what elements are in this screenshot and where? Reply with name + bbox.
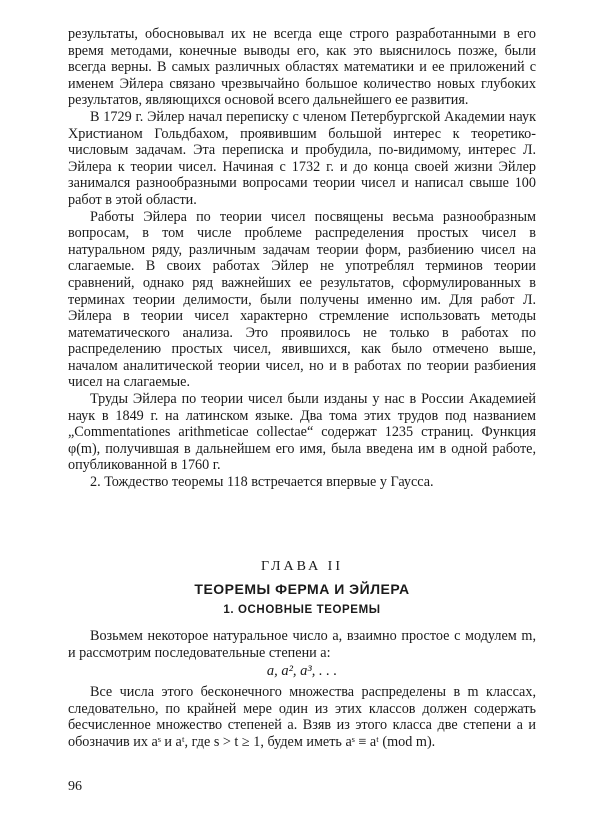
paragraph-euler-works: Работы Эйлера по теории чисел посвящены весьма разнообразным вопросам, в том числе проблеме распределения простых чисел в натуральном ряду, различным задачам теории форм, разбиению чисел на слагаемые. В своих работах Эйлер не употреблял терминов теории сравнений, однако ряд важнейших ее результатов, сформулированных в терминах теории делимости, были получены именно им. Для работ Л. Эйлера в теории чисел характерно стремление использовать методы математического анализа. Это проявилось не только в работах по распределению простых чисел, явившихся, как было отмечено выше, началом аналитической теории чисел, но и в работах по теории разбиения чисел на слагаемые. xyxy=(68,208,536,391)
text-block-classes xyxy=(68,684,536,750)
paragraph-euler-publications: Труды Эйлера по теории чисел были изданы у нас в России Академией наук в 1849 г. на латинском языке. Два тома этих трудов под названием „Commentationes arithmeticae collectae“ содержат 1235 страниц. Функция φ(m), получившая в дальнейшем его имя, была введена им в одной работе, опубликованной в 1760 г. xyxy=(68,391,536,474)
paragraph-note-gauss: 2. Тождество теоремы 118 встречается впервые у Гаусса. xyxy=(90,474,434,491)
chapter-title: ТЕОРЕМЫ ФЕРМА И ЭЙЛЕРА xyxy=(194,581,410,597)
paragraph-goldbach-correspondence: В 1729 г. Эйлер начал переписку с членом Петербургской Академии наук Христианом Гольдбахом, проявившим большой интерес к теоретико-числовым задачам. Эта переписка и пробудила, по-видимому, интерес Л. Эйлера к теории чисел. Начиная с 1732 г. и до конца своей жизни Эйлер занимался разнообразными вопросами теории чисел и написал свыше 100 работ в этой области. xyxy=(68,108,536,208)
paragraph-intro: Возьмем некоторое натуральное число a, взаимно простое с модулем m, и рассмотрим последовательные степени a: xyxy=(68,628,536,661)
formula-powers-sequence: a, a², a³, . . . xyxy=(266,663,338,679)
paragraph-euler-results: результаты, обосновывал их не всегда еще строго разработанными в его время методами, конечные выводы его, как это выяснилось позже, были всегда верны. В самых различных областях математики и ее приложений с именем Эйлера связано чрезвычайно большое количество новых глубоких результатов, являющихся основой всего дальнейшего ее развития. xyxy=(68,26,536,109)
chapter-label: ГЛАВА II xyxy=(260,559,344,574)
text-block-intro xyxy=(68,628,536,661)
page-number: 96 xyxy=(68,779,82,794)
text-block-history xyxy=(68,26,536,491)
section-title: 1. ОСНОВНЫЕ ТЕОРЕМЫ xyxy=(223,604,381,616)
paragraph-classes: Все числа этого бесконечного множества распределены в m классах, следовательно, по крайней мере один из этих классов должен содержать бесчисленное множество степеней a. Взяв из этого класса две степени a и обозначив их aˢ и aᵗ, где s > t ≥ 1, будем иметь aˢ ≡ aᵗ (mod m). xyxy=(68,684,536,750)
